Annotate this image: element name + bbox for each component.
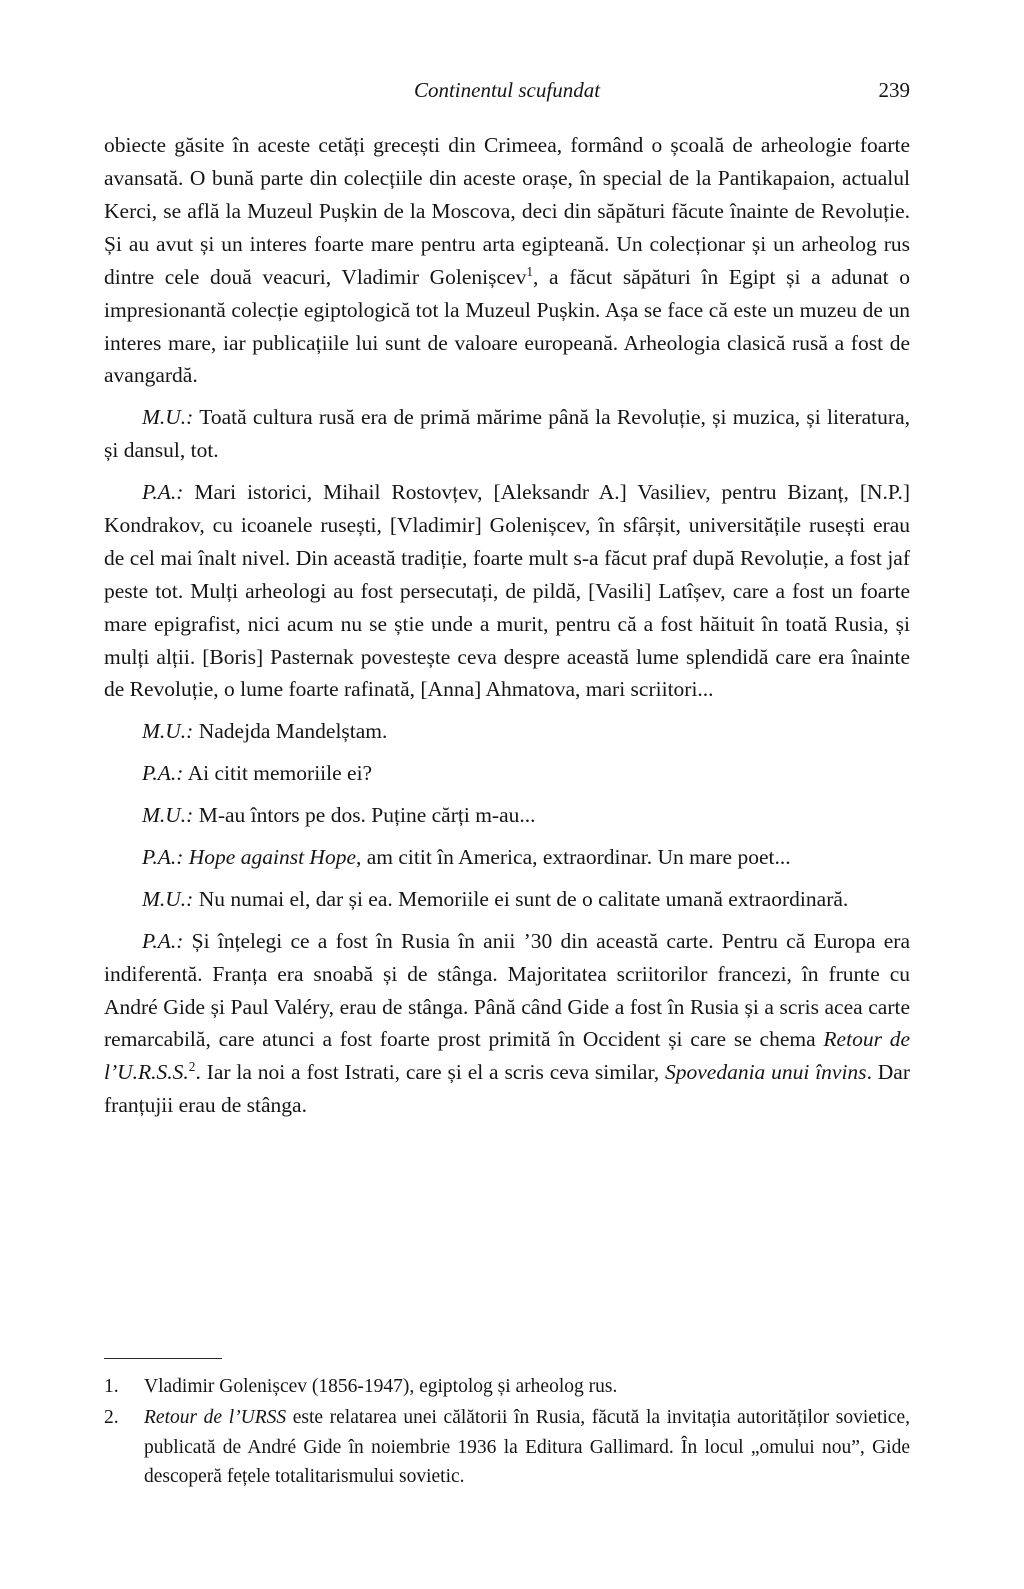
paragraph-text: Ai citit memoriile ei? [187, 761, 373, 786]
dialogue-paragraph [104, 476, 910, 706]
speaker-label: P.A.: [142, 761, 184, 786]
dialogue-paragraph [104, 883, 910, 916]
book-title: Retour de l’URSS [144, 1407, 287, 1429]
page-body [104, 129, 910, 1122]
paragraph-text: M-au întors pe dos. Puține cărți m-au... [198, 803, 536, 828]
dialogue-paragraph [104, 757, 910, 790]
paragraph-text: obiecte găsite în aceste cetăți grecești din Crimeea, formând o școală de arheologie foarte avansată. O bună parte din colecțiile din aceste orașe, în special de la Pantikapaion, actualul Kerci, se află la Muzeul Pușkin de la Moscova, deci din săpături făcute înainte de Revoluție. Și au avut și un interes foarte mare pentru arta egipteană. Un colecționar și un arheolog rus dintre cele două veacuri, Vladimir Golenișcev [104, 133, 910, 289]
dialogue-paragraph [104, 841, 910, 874]
footnote-item [104, 1403, 910, 1491]
footnote-item [104, 1372, 910, 1401]
paragraph-text: , am citit în America, extraordinar. Un mare poet... [355, 845, 791, 869]
body-paragraph [104, 129, 910, 392]
speaker-label: M.U.: [142, 719, 194, 744]
footnote-divider [104, 1358, 222, 1359]
speaker-label: M.U.: [142, 803, 194, 828]
book-title: Spovedania unui învins [664, 1060, 867, 1085]
book-title: Hope against Hope [188, 845, 356, 869]
page-number: 239 [878, 78, 910, 102]
dialogue-paragraph [104, 715, 910, 748]
header-title: Continentul scufundat [413, 78, 601, 102]
footnotes-section [104, 1358, 910, 1493]
speaker-label: P.A.: [142, 845, 184, 869]
dialogue-paragraph [104, 925, 910, 1122]
footnote-reference: 2 [188, 1059, 196, 1075]
paragraph-text: Toată cultura rusă era de primă mărime până la Revoluție, și muzica, și literatura, și dansul, tot. [104, 405, 910, 463]
paragraph-text: , a făcut săpături în Egipt și a adunat o impresionantă colecție egiptologică tot la Muzeul Pușkin. Așa se face că este un muzeu de un interes mare, iar publicațiile lui sunt de valoare europeană. Arheologia clasică rusă a fost de avangardă. [104, 264, 910, 388]
footnote-text: este relatarea unei călătorii în Rusia, făcută la invitația autorităților sovietice, publicată de André Gide în noiembrie 1936 la Editura Gallimard. În locul „omului nou”, Gide descoperă fețele totalitarismului sovietic. [144, 1407, 910, 1487]
paragraph-text: Mari istorici, Mihail Rostovțev, [Aleksandr A.] Vasiliev, pentru Bizanț, [N.P.] Kondrakov, cu icoanele rusești, [Vladimir] Golenișcev, în sfârșit, universitățile rusești erau de cel mai înalt nivel. Din această tradiție, foarte mult s-a făcut praf după Revoluție, a fost jaf peste tot. Mulți arheologi au fost persecutați, de pildă, [Vasili] Latîșev, care a fost un foarte mare epigrafist, nici acum nu se știe unde a murit, pentru că a fost hăituit în toată Rusia, și mulți alții. [Boris] Pasternak povestește ceva despre această lume splendidă care era înainte de Revoluție, o lume foarte rafinată, [Anna] Ahmatova, mari scriitori... [104, 480, 910, 702]
paragraph-text: Nu numai el, dar și ea. Memoriile ei sunt de o calitate umană extraordinară. [198, 886, 849, 911]
paragraph-text: . Iar la noi a fost Istrati, care și el a scris ceva similar, [195, 1060, 665, 1085]
footnote-reference: 1 [526, 263, 534, 279]
running-header [104, 78, 910, 103]
paragraph-text: Nadejda Mandelștam. [198, 719, 388, 744]
speaker-label: M.U.: [142, 405, 194, 430]
dialogue-paragraph [104, 799, 910, 832]
paragraph-text: Și înțelegi ce a fost în Rusia în anii ’30 din această carte. Pentru că Europa era indiferentă. Franța era snoabă și de stânga. Majoritatea scriitorilor francezi, în frunte cu André Gide și Paul Valéry, erau de stânga. Până când Gide a fost în Rusia și a scris acea carte remarcabilă, care atunci a fost foarte prost primită în Occident și care se chema [104, 928, 911, 1052]
dialogue-paragraph [104, 401, 910, 467]
footnote-text: Vladimir Golenișcev (1856-1947), egiptolog și arheolog rus. [144, 1376, 618, 1397]
book-title: Retour de l’U.R.S.S. [104, 1027, 911, 1085]
speaker-label: M.U.: [142, 886, 194, 911]
footnote-number: 1. [104, 1376, 119, 1397]
paragraph-text: . Dar franțujii erau de stânga. [104, 1060, 911, 1118]
footnote-number: 2. [104, 1407, 119, 1429]
speaker-label: P.A.: [142, 928, 184, 953]
speaker-label: P.A.: [142, 480, 184, 505]
